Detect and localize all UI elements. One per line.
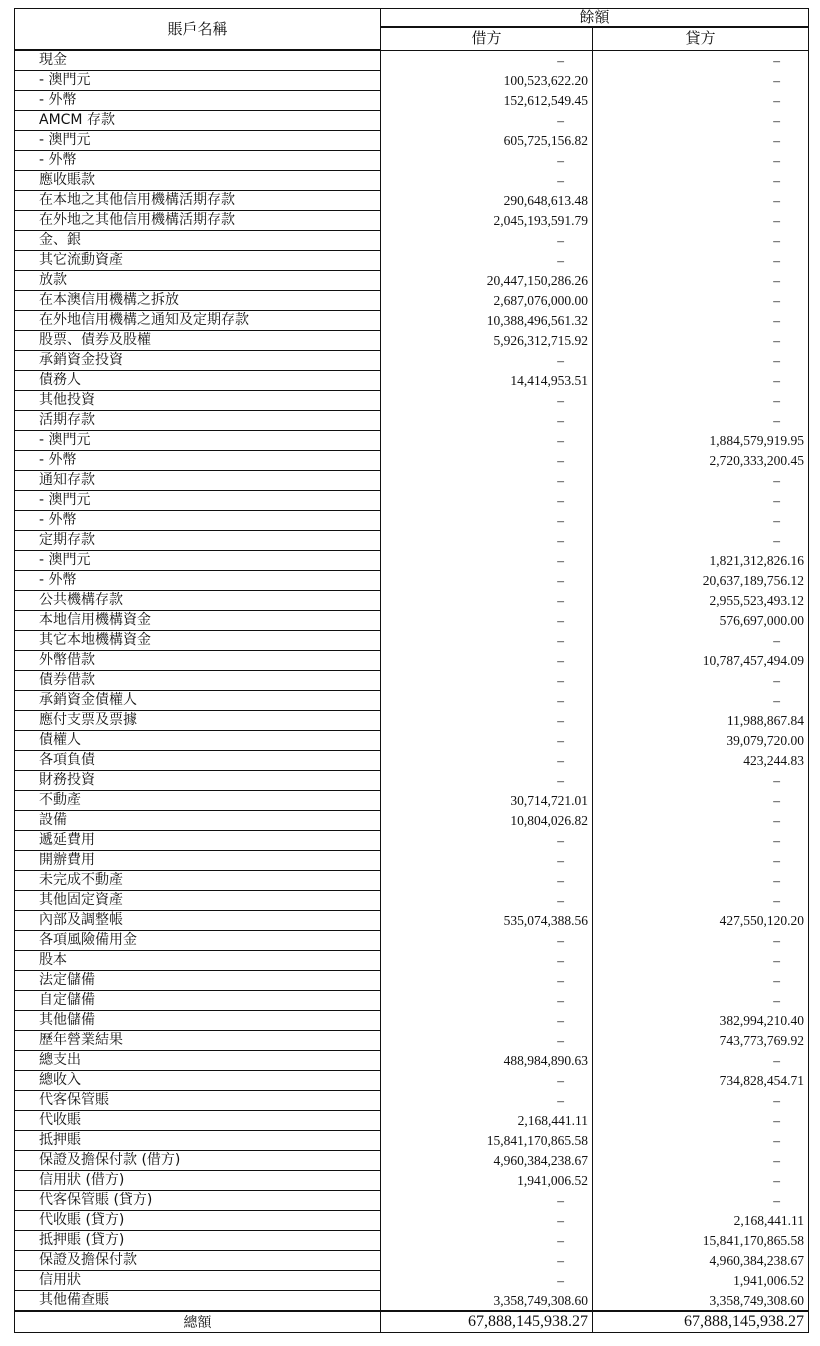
debit-cell: 2,687,076,000.00 (381, 291, 593, 311)
credit-cell: – (593, 671, 809, 691)
table-row (15, 811, 809, 831)
header-debit: 借方 (381, 27, 593, 50)
table-row (15, 971, 809, 991)
account-name-cell: - 澳門元 (15, 491, 381, 511)
table-row (15, 391, 809, 411)
debit-cell: – (381, 711, 593, 731)
credit-cell: – (593, 511, 809, 531)
table-row (15, 171, 809, 191)
debit-cell: – (381, 731, 593, 751)
account-name-cell: 總收入 (15, 1071, 381, 1091)
debit-cell: 30,714,721.01 (381, 791, 593, 811)
account-name-cell: 信用狀 (15, 1271, 381, 1291)
table-row (15, 1151, 809, 1171)
table-row (15, 1091, 809, 1111)
debit-cell: – (381, 251, 593, 271)
credit-cell: 734,828,454.71 (593, 1071, 809, 1091)
credit-cell: 2,720,333,200.45 (593, 451, 809, 471)
table-row (15, 931, 809, 951)
table-row (15, 731, 809, 751)
table-row (15, 311, 809, 331)
table-row (15, 451, 809, 471)
table-row (15, 371, 809, 391)
table-row (15, 1211, 809, 1231)
credit-cell: – (593, 311, 809, 331)
table-row (15, 271, 809, 291)
debit-cell: – (381, 691, 593, 711)
table-row (15, 631, 809, 651)
debit-cell: – (381, 851, 593, 871)
debit-cell: – (381, 751, 593, 771)
debit-cell: – (381, 871, 593, 891)
table-row (15, 571, 809, 591)
account-name-cell: - 澳門元 (15, 551, 381, 571)
debit-cell: 605,725,156.82 (381, 131, 593, 151)
credit-cell: – (593, 71, 809, 91)
account-name-cell: 保證及擔保付款 (借方) (15, 1151, 381, 1171)
table-row (15, 251, 809, 271)
table-row (15, 231, 809, 251)
debit-cell: – (381, 991, 593, 1011)
credit-cell: – (593, 231, 809, 251)
debit-cell: – (381, 411, 593, 431)
credit-cell: – (593, 1171, 809, 1191)
account-name-cell: - 外幣 (15, 151, 381, 171)
account-name-cell: 在本地之其他信用機構活期存款 (15, 191, 381, 211)
table-row (15, 831, 809, 851)
credit-cell: – (593, 991, 809, 1011)
account-name-cell: 財務投資 (15, 771, 381, 791)
account-name-cell: 現金 (15, 50, 381, 71)
account-name-cell: 債券借款 (15, 671, 381, 691)
table-row (15, 1231, 809, 1251)
account-name-cell: 歷年營業結果 (15, 1031, 381, 1051)
account-name-cell: 其他投資 (15, 391, 381, 411)
account-name-cell: 各項負債 (15, 751, 381, 771)
debit-cell: – (381, 591, 593, 611)
debit-cell: 535,074,388.56 (381, 911, 593, 931)
credit-cell: 1,884,579,919.95 (593, 431, 809, 451)
table-row (15, 851, 809, 871)
debit-cell: – (381, 631, 593, 651)
credit-cell: – (593, 951, 809, 971)
credit-cell: – (593, 811, 809, 831)
credit-cell: 3,358,749,308.60 (593, 1291, 809, 1312)
credit-cell: – (593, 771, 809, 791)
credit-cell: – (593, 1131, 809, 1151)
debit-cell: 20,447,150,286.26 (381, 271, 593, 291)
table-row (15, 951, 809, 971)
credit-cell: – (593, 251, 809, 271)
table-row (15, 891, 809, 911)
account-name-cell: 設備 (15, 811, 381, 831)
table-row (15, 91, 809, 111)
account-name-cell: 應收賬款 (15, 171, 381, 191)
debit-cell: – (381, 951, 593, 971)
debit-cell: 5,926,312,715.92 (381, 331, 593, 351)
credit-cell: 15,841,170,865.58 (593, 1231, 809, 1251)
debit-cell: – (381, 50, 593, 71)
account-name-cell: 代收賬 (貸方) (15, 1211, 381, 1231)
table-row (15, 991, 809, 1011)
debit-cell: 4,960,384,238.67 (381, 1151, 593, 1171)
table-row (15, 911, 809, 931)
debit-cell: – (381, 891, 593, 911)
table-row (15, 1131, 809, 1151)
account-name-cell: 股票、債券及股權 (15, 331, 381, 351)
debit-cell: – (381, 571, 593, 591)
account-name-cell: 其他儲備 (15, 1011, 381, 1031)
credit-cell: – (593, 291, 809, 311)
credit-cell: – (593, 171, 809, 191)
account-name-cell: 外幣借款 (15, 651, 381, 671)
debit-cell: – (381, 1031, 593, 1051)
debit-cell: – (381, 231, 593, 251)
account-name-cell: 在外地信用機構之通知及定期存款 (15, 311, 381, 331)
account-name-cell: - 澳門元 (15, 71, 381, 91)
table-row (15, 671, 809, 691)
credit-cell: – (593, 271, 809, 291)
debit-cell: – (381, 1191, 593, 1211)
table-row (15, 111, 809, 131)
table-row (15, 511, 809, 531)
total-debit: 67,888,145,938.27 (381, 1311, 593, 1333)
account-name-cell: - 外幣 (15, 91, 381, 111)
table-row (15, 1251, 809, 1271)
debit-cell: – (381, 1011, 593, 1031)
credit-cell: – (593, 371, 809, 391)
credit-cell: 576,697,000.00 (593, 611, 809, 631)
table-row (15, 1031, 809, 1051)
credit-cell: – (593, 851, 809, 871)
table-row (15, 131, 809, 151)
credit-cell: – (593, 791, 809, 811)
balance-sheet (14, 8, 808, 1333)
debit-cell: 2,168,441.11 (381, 1111, 593, 1131)
debit-cell: – (381, 451, 593, 471)
credit-cell: 743,773,769.92 (593, 1031, 809, 1051)
total-credit: 67,888,145,938.27 (593, 1311, 809, 1333)
debit-cell: 10,388,496,561.32 (381, 311, 593, 331)
debit-cell: – (381, 391, 593, 411)
table-row (15, 531, 809, 551)
debit-cell: – (381, 1071, 593, 1091)
debit-cell: – (381, 831, 593, 851)
credit-cell: 10,787,457,494.09 (593, 651, 809, 671)
table-row (15, 50, 809, 71)
debit-cell: 100,523,622.20 (381, 71, 593, 91)
table-row (15, 1011, 809, 1031)
table-row (15, 691, 809, 711)
account-name-cell: 開辦費用 (15, 851, 381, 871)
credit-cell: – (593, 391, 809, 411)
account-name-cell: 其他備查賬 (15, 1291, 381, 1312)
credit-cell: – (593, 691, 809, 711)
account-name-cell: 其它流動資產 (15, 251, 381, 271)
credit-cell: 39,079,720.00 (593, 731, 809, 751)
table-row (15, 431, 809, 451)
debit-cell: – (381, 491, 593, 511)
table-row (15, 471, 809, 491)
credit-cell: – (593, 111, 809, 131)
debit-cell: – (381, 551, 593, 571)
credit-cell: 4,960,384,238.67 (593, 1251, 809, 1271)
account-name-cell: 總支出 (15, 1051, 381, 1071)
table-row (15, 1171, 809, 1191)
debit-cell: 290,648,613.48 (381, 191, 593, 211)
table-row (15, 771, 809, 791)
credit-cell: – (593, 1091, 809, 1111)
account-name-cell: 自定儲備 (15, 991, 381, 1011)
account-name-cell: 法定儲備 (15, 971, 381, 991)
account-name-cell: 本地信用機構資金 (15, 611, 381, 631)
total-label: 總額 (15, 1311, 381, 1333)
debit-cell: – (381, 431, 593, 451)
credit-cell: – (593, 1191, 809, 1211)
account-name-cell: 保證及擔保付款 (15, 1251, 381, 1271)
account-name-cell: 信用狀 (借方) (15, 1171, 381, 1191)
credit-cell: – (593, 50, 809, 71)
debit-cell: – (381, 1091, 593, 1111)
table-body (15, 50, 809, 1311)
credit-cell: 11,988,867.84 (593, 711, 809, 731)
account-name-cell: 抵押賬 (15, 1131, 381, 1151)
account-name-cell: 承銷資金投資 (15, 351, 381, 371)
account-name-cell: 在外地之其他信用機構活期存款 (15, 211, 381, 231)
table-row (15, 211, 809, 231)
credit-cell: – (593, 531, 809, 551)
debit-cell: – (381, 931, 593, 951)
header-account-name: 賬戶名稱 (15, 9, 381, 51)
debit-cell: – (381, 351, 593, 371)
account-name-cell: - 澳門元 (15, 131, 381, 151)
table-row (15, 291, 809, 311)
credit-cell: – (593, 191, 809, 211)
account-name-cell: 承銷資金債權人 (15, 691, 381, 711)
account-name-cell: 抵押賬 (貸方) (15, 1231, 381, 1251)
credit-cell: 382,994,210.40 (593, 1011, 809, 1031)
table-row (15, 651, 809, 671)
credit-cell: – (593, 1051, 809, 1071)
debit-cell: – (381, 531, 593, 551)
credit-cell: – (593, 831, 809, 851)
debit-cell: 1,941,006.52 (381, 1171, 593, 1191)
debit-cell: 10,804,026.82 (381, 811, 593, 831)
credit-cell: – (593, 151, 809, 171)
account-name-cell: 金、銀 (15, 231, 381, 251)
debit-cell: 15,841,170,865.58 (381, 1131, 593, 1151)
header-balance: 餘額 (381, 9, 809, 28)
credit-cell: – (593, 971, 809, 991)
debit-cell: – (381, 1271, 593, 1291)
account-name-cell: 活期存款 (15, 411, 381, 431)
table-row (15, 191, 809, 211)
credit-cell: – (593, 331, 809, 351)
account-name-cell: 代客保管賬 (15, 1091, 381, 1111)
account-name-cell: 內部及調整帳 (15, 911, 381, 931)
table-row (15, 491, 809, 511)
credit-cell: – (593, 891, 809, 911)
table-row (15, 591, 809, 611)
table-row (15, 71, 809, 91)
debit-cell: 2,045,193,591.79 (381, 211, 593, 231)
table-row (15, 1051, 809, 1071)
credit-cell: – (593, 491, 809, 511)
credit-cell: – (593, 471, 809, 491)
debit-cell: 488,984,890.63 (381, 1051, 593, 1071)
account-name-cell: 未完成不動產 (15, 871, 381, 891)
table-row (15, 751, 809, 771)
account-name-cell: 應付支票及票據 (15, 711, 381, 731)
debit-cell: 152,612,549.45 (381, 91, 593, 111)
credit-cell: – (593, 931, 809, 951)
debit-cell: – (381, 111, 593, 131)
debit-cell: – (381, 171, 593, 191)
credit-cell: 423,244.83 (593, 751, 809, 771)
debit-cell: – (381, 511, 593, 531)
account-name-cell: 代收賬 (15, 1111, 381, 1131)
account-name-cell: AMCM 存款 (15, 111, 381, 131)
credit-cell: – (593, 351, 809, 371)
debit-cell: – (381, 471, 593, 491)
credit-cell: 427,550,120.20 (593, 911, 809, 931)
debit-cell: – (381, 671, 593, 691)
credit-cell: – (593, 131, 809, 151)
table-row (15, 871, 809, 891)
account-name-cell: 公共機構存款 (15, 591, 381, 611)
account-name-cell: - 外幣 (15, 571, 381, 591)
accounts-table (14, 8, 809, 1333)
account-name-cell: 放款 (15, 271, 381, 291)
account-name-cell: 其它本地機構資金 (15, 631, 381, 651)
debit-cell: – (381, 1231, 593, 1251)
account-name-cell: 債務人 (15, 371, 381, 391)
account-name-cell: 代客保管賬 (貸方) (15, 1191, 381, 1211)
table-row (15, 1191, 809, 1211)
table-row (15, 711, 809, 731)
credit-cell: – (593, 631, 809, 651)
debit-cell: – (381, 611, 593, 631)
account-name-cell: - 澳門元 (15, 431, 381, 451)
account-name-cell: 定期存款 (15, 531, 381, 551)
account-name-cell: 股本 (15, 951, 381, 971)
credit-cell: – (593, 411, 809, 431)
account-name-cell: 遞延費用 (15, 831, 381, 851)
account-name-cell: - 外幣 (15, 511, 381, 531)
account-name-cell: 通知存款 (15, 471, 381, 491)
table-row (15, 791, 809, 811)
account-name-cell: 各項風險備用金 (15, 931, 381, 951)
account-name-cell: 債權人 (15, 731, 381, 751)
table-row (15, 1291, 809, 1312)
debit-cell: – (381, 151, 593, 171)
credit-cell: 2,955,523,493.12 (593, 591, 809, 611)
table-row (15, 1271, 809, 1291)
credit-cell: – (593, 1111, 809, 1131)
credit-cell: 20,637,189,756.12 (593, 571, 809, 591)
table-row (15, 611, 809, 631)
total-row (15, 1311, 809, 1333)
table-row (15, 411, 809, 431)
credit-cell: – (593, 1151, 809, 1171)
debit-cell: – (381, 971, 593, 991)
credit-cell: – (593, 211, 809, 231)
debit-cell: – (381, 1251, 593, 1271)
credit-cell: 1,941,006.52 (593, 1271, 809, 1291)
table-row (15, 151, 809, 171)
table-row (15, 331, 809, 351)
credit-cell: – (593, 871, 809, 891)
table-row (15, 1111, 809, 1131)
debit-cell: – (381, 651, 593, 671)
debit-cell: – (381, 1211, 593, 1231)
debit-cell: 3,358,749,308.60 (381, 1291, 593, 1312)
debit-cell: 14,414,953.51 (381, 371, 593, 391)
table-row (15, 351, 809, 371)
debit-cell: – (381, 771, 593, 791)
account-name-cell: 在本澳信用機構之拆放 (15, 291, 381, 311)
credit-cell: – (593, 91, 809, 111)
credit-cell: 2,168,441.11 (593, 1211, 809, 1231)
account-name-cell: 不動產 (15, 791, 381, 811)
table-row (15, 551, 809, 571)
table-row (15, 1071, 809, 1091)
account-name-cell: - 外幣 (15, 451, 381, 471)
header-credit: 貸方 (593, 27, 809, 50)
credit-cell: 1,821,312,826.16 (593, 551, 809, 571)
account-name-cell: 其他固定資產 (15, 891, 381, 911)
